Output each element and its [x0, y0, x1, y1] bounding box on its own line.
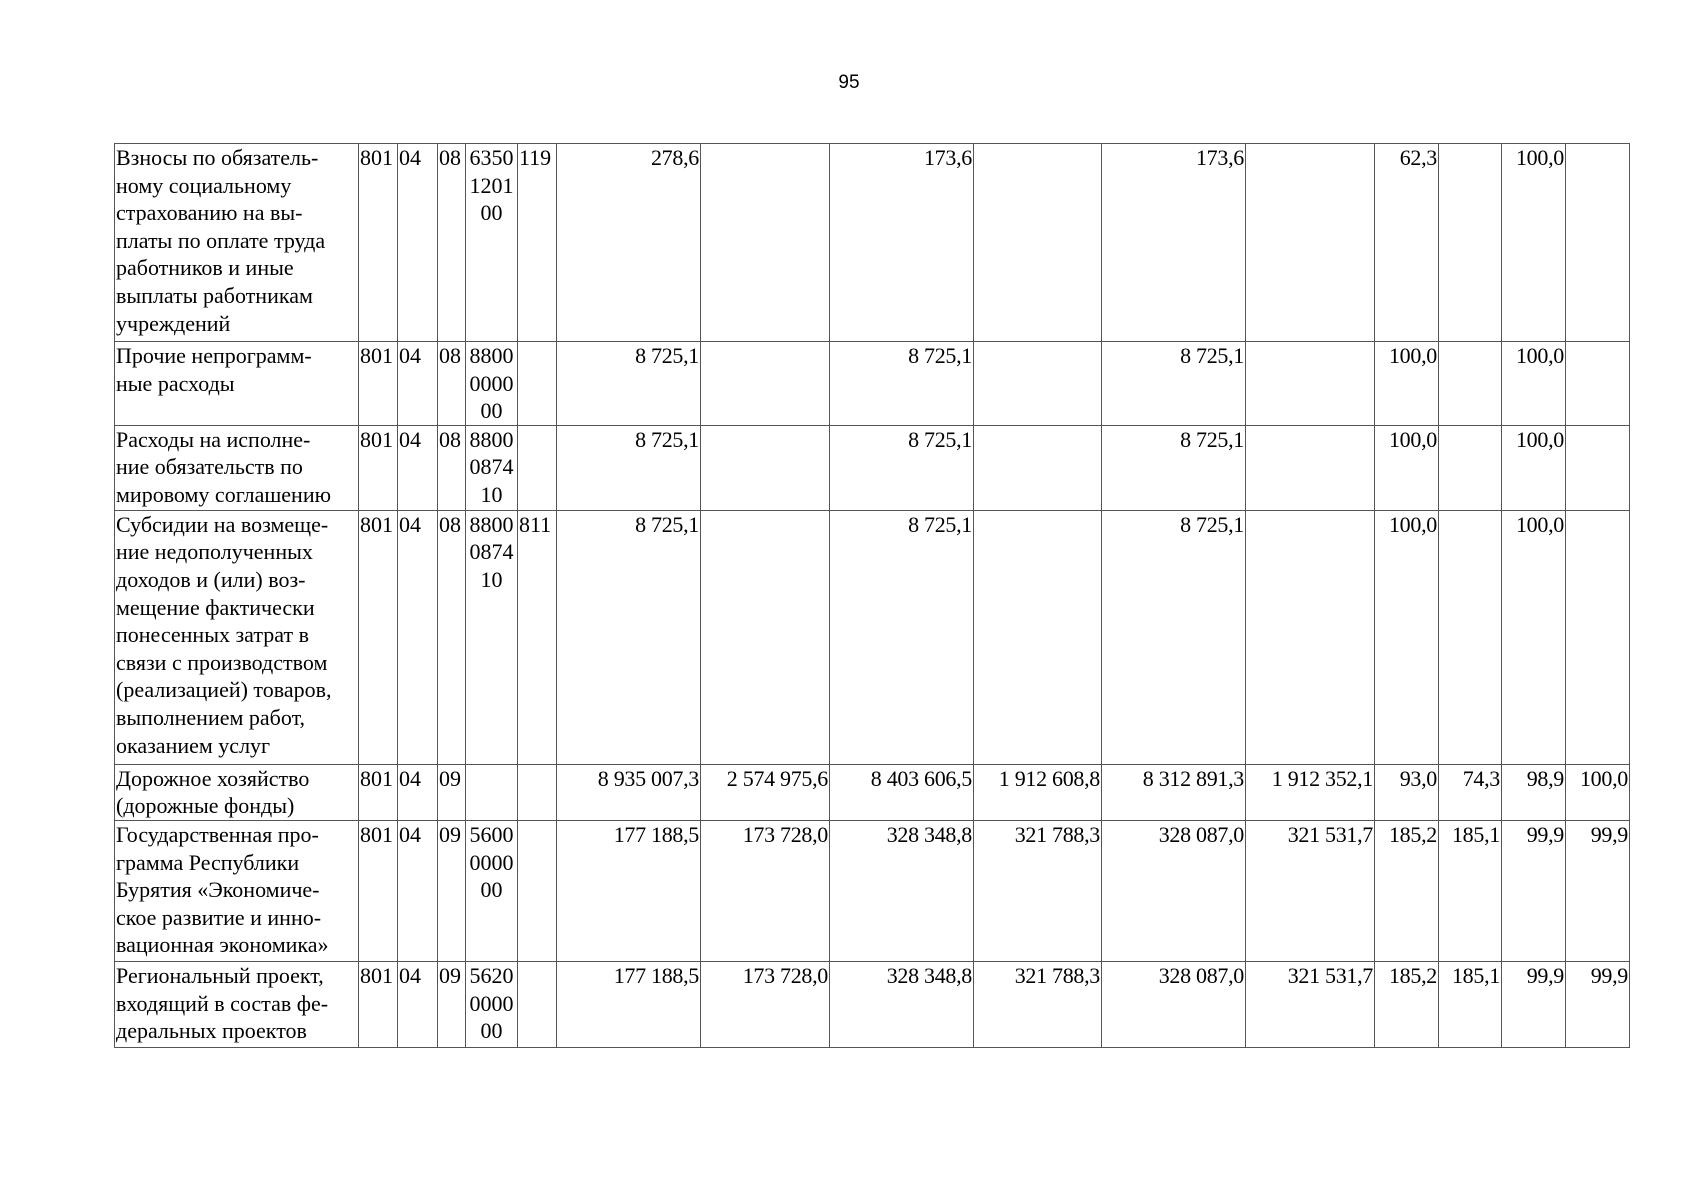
value-cell: 99,9: [1502, 961, 1566, 1047]
value-cell: 185,2: [1375, 820, 1439, 961]
value-cell: 8 725,1: [1102, 425, 1246, 510]
value-cell: 99,9: [1566, 961, 1630, 1047]
value-cell: [1439, 342, 1502, 426]
value-cell: [1566, 510, 1630, 764]
value-cell: [1246, 342, 1375, 426]
value-cell: 8 725,1: [557, 425, 701, 510]
value-cell: 185,1: [1439, 820, 1502, 961]
value-cell: 8 725,1: [557, 510, 701, 764]
value-cell: 328 087,0: [1102, 820, 1246, 961]
value-cell: 173 728,0: [701, 961, 830, 1047]
value-cell: 321 531,7: [1246, 820, 1375, 961]
value-cell: 8 312 891,3: [1102, 764, 1246, 820]
value-cell: 328 087,0: [1102, 961, 1246, 1047]
value-cell: [701, 510, 830, 764]
value-cell: 1 912 352,1: [1246, 764, 1375, 820]
row-name-cell: Региональный проект, входящий в состав фе- деральных проектов: [115, 961, 359, 1047]
value-cell: [974, 510, 1102, 764]
table-row: [115, 510, 1630, 764]
grbs-cell: 801: [359, 144, 398, 342]
value-cell: 99,9: [1566, 820, 1630, 961]
value-cell: 100,0: [1375, 510, 1439, 764]
section-cell: 04: [398, 961, 438, 1047]
value-cell: 100,0: [1375, 425, 1439, 510]
value-cell: 8 725,1: [1102, 342, 1246, 426]
target-article-cell: 5600 0000 00: [466, 820, 518, 961]
value-cell: [1439, 144, 1502, 342]
value-cell: 8 725,1: [830, 342, 974, 426]
value-cell: 8 725,1: [830, 510, 974, 764]
value-cell: [974, 342, 1102, 426]
value-cell: [1439, 510, 1502, 764]
value-cell: 278,6: [557, 144, 701, 342]
value-cell: 2 574 975,6: [701, 764, 830, 820]
grbs-cell: 801: [359, 764, 398, 820]
value-cell: 321 788,3: [974, 961, 1102, 1047]
value-cell: 321 531,7: [1246, 961, 1375, 1047]
target-article-cell: [466, 764, 518, 820]
value-cell: 177 188,5: [557, 820, 701, 961]
table-row: [115, 764, 1630, 820]
value-cell: 8 403 606,5: [830, 764, 974, 820]
value-cell: 100,0: [1566, 764, 1630, 820]
value-cell: [1439, 425, 1502, 510]
target-article-cell: 8800 0000 00: [466, 342, 518, 426]
value-cell: 99,9: [1502, 820, 1566, 961]
value-cell: 185,1: [1439, 961, 1502, 1047]
value-cell: [974, 144, 1102, 342]
value-cell: 100,0: [1502, 425, 1566, 510]
value-cell: 8 725,1: [557, 342, 701, 426]
value-cell: [1246, 425, 1375, 510]
expense-type-cell: [518, 961, 557, 1047]
table-row: [115, 961, 1630, 1047]
expense-type-cell: [518, 764, 557, 820]
row-name-cell: Дорожное хозяйство (дорожные фонды): [115, 764, 359, 820]
page-number: 95: [838, 72, 860, 93]
value-cell: 74,3: [1439, 764, 1502, 820]
expense-type-cell: [518, 820, 557, 961]
value-cell: [1566, 342, 1630, 426]
subsection-cell: 08: [438, 425, 466, 510]
expense-type-cell: [518, 425, 557, 510]
value-cell: 328 348,8: [830, 961, 974, 1047]
section-cell: 04: [398, 510, 438, 764]
row-name-cell: Взносы по обязатель- ному социальному страхованию на вы- платы по оплате труда работников и иные выплаты работникам учреждений: [115, 144, 359, 342]
expense-type-cell: [518, 342, 557, 426]
value-cell: [974, 425, 1102, 510]
value-cell: 8 725,1: [830, 425, 974, 510]
grbs-cell: 801: [359, 425, 398, 510]
target-article-cell: 8800 0874 10: [466, 510, 518, 764]
value-cell: 185,2: [1375, 961, 1439, 1047]
value-cell: [701, 425, 830, 510]
value-cell: 100,0: [1502, 144, 1566, 342]
value-cell: 100,0: [1375, 342, 1439, 426]
value-cell: 8 725,1: [1102, 510, 1246, 764]
value-cell: 98,9: [1502, 764, 1566, 820]
value-cell: 321 788,3: [974, 820, 1102, 961]
row-name-cell: Расходы на исполне- ние обязательств по мировому соглашению: [115, 425, 359, 510]
target-article-cell: 8800 0874 10: [466, 425, 518, 510]
value-cell: 93,0: [1375, 764, 1439, 820]
budget-table: [114, 143, 1630, 1048]
table-row: [115, 144, 1630, 342]
section-cell: 04: [398, 425, 438, 510]
table-row: [115, 342, 1630, 426]
subsection-cell: 08: [438, 144, 466, 342]
value-cell: [1566, 425, 1630, 510]
value-cell: 1 912 608,8: [974, 764, 1102, 820]
value-cell: 173,6: [830, 144, 974, 342]
subsection-cell: 09: [438, 764, 466, 820]
target-article-cell: 6350 1201 00: [466, 144, 518, 342]
section-cell: 04: [398, 342, 438, 426]
value-cell: [1246, 144, 1375, 342]
value-cell: 173,6: [1102, 144, 1246, 342]
value-cell: [701, 342, 830, 426]
row-name-cell: Прочие непрограмм- ные расходы: [115, 342, 359, 426]
section-cell: 04: [398, 144, 438, 342]
subsection-cell: 09: [438, 961, 466, 1047]
expense-type-cell: 119: [518, 144, 557, 342]
subsection-cell: 08: [438, 342, 466, 426]
table-body: [115, 144, 1630, 1048]
value-cell: 100,0: [1502, 510, 1566, 764]
grbs-cell: 801: [359, 342, 398, 426]
value-cell: 8 935 007,3: [557, 764, 701, 820]
value-cell: 100,0: [1502, 342, 1566, 426]
expense-type-cell: 811: [518, 510, 557, 764]
subsection-cell: 08: [438, 510, 466, 764]
table-row: [115, 820, 1630, 961]
grbs-cell: 801: [359, 961, 398, 1047]
row-name-cell: Субсидии на возмеще- ние недополученных доходов и (или) воз- мещение фактически понесенных затрат в связи с производством (реализацией) товаров, выполнением работ, оказанием услуг: [115, 510, 359, 764]
value-cell: [701, 144, 830, 342]
grbs-cell: 801: [359, 510, 398, 764]
value-cell: 177 188,5: [557, 961, 701, 1047]
row-name-cell: Государственная про- грамма Республики Бурятия «Экономиче- ское развитие и инно- вационная экономика»: [115, 820, 359, 961]
value-cell: 328 348,8: [830, 820, 974, 961]
grbs-cell: 801: [359, 820, 398, 961]
subsection-cell: 09: [438, 820, 466, 961]
target-article-cell: 5620 0000 00: [466, 961, 518, 1047]
section-cell: 04: [398, 820, 438, 961]
value-cell: 62,3: [1375, 144, 1439, 342]
section-cell: 04: [398, 764, 438, 820]
table-row: [115, 425, 1630, 510]
value-cell: 173 728,0: [701, 820, 830, 961]
value-cell: [1246, 510, 1375, 764]
value-cell: [1566, 144, 1630, 342]
